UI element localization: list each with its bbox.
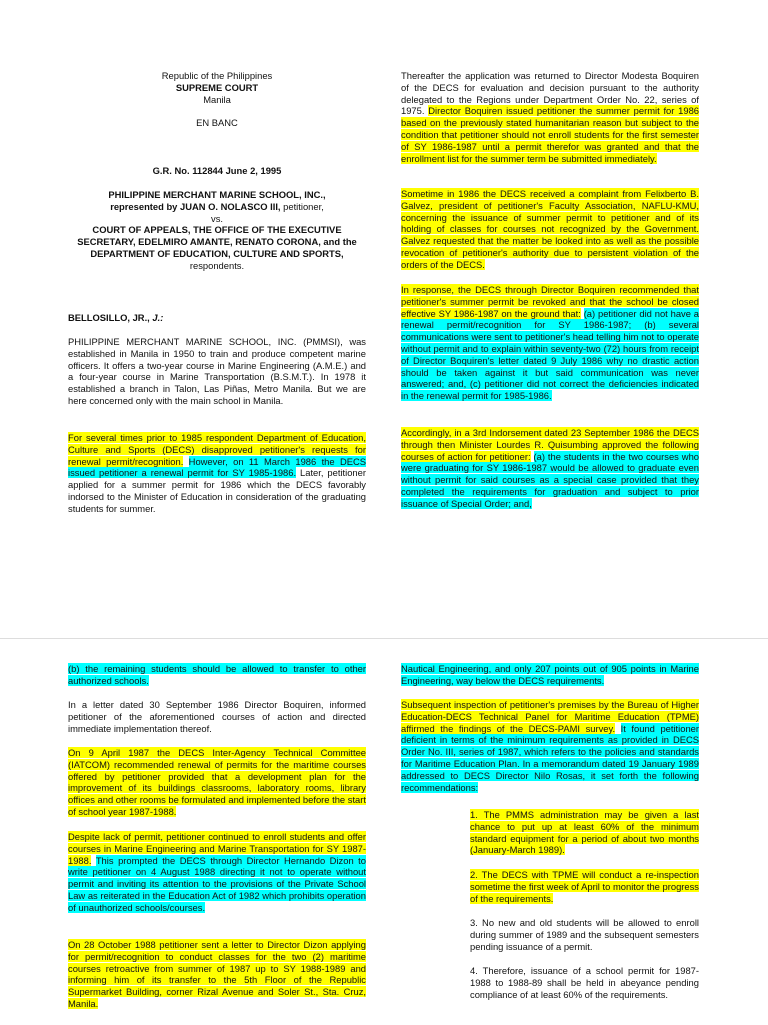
paragraph-boquiren-permit — [401, 70, 699, 164]
court-city: Manila — [203, 93, 231, 105]
ponente — [68, 312, 366, 324]
highlight-cyan: However, on 11 March 1986 the DECS issued petitioner a renewal permit for SY 1985-1986. — [68, 455, 366, 479]
plain-text: Later, petitioner applied for a summer permit for 1986 which the DECS favorably indorsed to the Minister of Education in consideration of the graduating students for summer. — [68, 467, 366, 514]
gr-number: G.R. No. 112844 June 2, 1995 — [152, 165, 282, 177]
highlight-cyan: (a) petitioner did not have a renewal permit/recognition for SY 1986-1987; (b) several communications were sent to petitioner's head telling him not to operate without permit and to explain within seventy-two (72) hours from receipt of Director Boquiren's letter dated 9 July 1986 why no drastic action should be taken against it but said communication was never answered; and, (c) petitioner did not correct the deficiencies indicated in the renewal permit for 1985-1986. — [401, 307, 699, 402]
versus: vs. — [211, 212, 223, 224]
ponente-name: BELLOSILLO, JR., — [68, 312, 153, 323]
highlight-yellow: 2. The DECS with TPME will conduct a re-inspection sometime the first week of April to monitor the progress of the requirements. — [470, 869, 699, 904]
court-name: SUPREME COURT — [175, 81, 259, 93]
representative-name: represented by JUAN O. NOLASCO III, — [110, 200, 281, 212]
respondents-names: COURT OF APPEALS, THE OFFICE OF THE EXECUTIVE SECRETARY, EDELMIRO AMANTE, RENATO CORONA, and the DEPARTMENT OF EDUCATION, CULTURE AND SPORTS, — [77, 224, 357, 259]
highlight-cyan: It found petitioner deficient in terms of the minimum requirements as provided in DECS Order No. III, series of 1987, which refers to the policies and standards for Maritime Education Plan. In a memorandum dated 19 January 1989 addressed to DECS Director Nilo Rosas, it set forth the following recommendations: — [401, 722, 700, 793]
highlight-cyan: (b) the remaining students should be allowed to transfer to other authorized schools. — [68, 663, 366, 686]
highlight-yellow: On 9 April 1987 the DECS Inter-Agency Technical Committee (IATCOM) recommended renewal of permits for the maritime courses offered by petitioner provided that a development plan for the improvement of its buildings classrooms, laboratory rooms, library offices and other rooms be formulated and implemented before the start of school year 1987-1988. — [68, 747, 366, 817]
ponente-title: J.: — [152, 312, 164, 323]
paragraph-dizon-letter — [68, 939, 366, 1010]
respondents-block — [68, 224, 366, 271]
highlight-yellow: Despite lack of permit, petitioner continued to enroll students and offer courses in Marine Engineering and Marine Transportation for SY 1987-1988. — [68, 831, 366, 866]
highlight-yellow: On 28 October 1988 petitioner sent a letter to Director Dizon applying for permit/recognition to conduct classes for the two (2) maritime courses retroactive from summer of 1987 up to SY 1988-1989 and informing him of its transfer to the 5th Floor of the Republic Supermarket Building, corner Rizal Avenue and Soler St., Sta. Cruz, Manila. — [68, 939, 366, 1009]
highlight-yellow: Subsequent inspection of petitioner's premises by the Bureau of Higher Education-DECS Technical Panel for Maritime Education (TPME) affirmed the findings of the DECS-PAMI survey. — [401, 699, 699, 734]
respondents-role: respondents. — [189, 259, 245, 271]
paragraph-nautical-points — [401, 663, 699, 687]
paragraph-tpme-inspection — [401, 699, 699, 793]
paragraph-iatcom — [68, 747, 366, 818]
paragraph-galvez-complaint — [401, 188, 699, 271]
highlight-yellow: 1. The PMMS administration may be given a last chance to put up at least 60% of the minimum standard equipment for a period of about two months (January-March 1989). — [470, 809, 699, 856]
space — [615, 723, 621, 734]
recommendation-3: 3. No new and old students will be allowed to enroll during summer of 1989 and the subsequent semesters pending issuance of a permit. — [470, 917, 699, 952]
petitioner-role: petitioner, — [280, 200, 324, 212]
highlight-yellow: Sometime in 1986 the DECS received a complaint from Felixberto B. Galvez, president of petitioner's Faculty Association, NAFLU-KMU, concerning the issuance of summer permit to petitioner and of its holding of classes for courses not recognized by the Government. Galvez requested that the matter be looked into as well as the possible revocation of petitioner's authority due to persistent violation of the orders of the DECS. — [401, 188, 699, 270]
paragraph-pmmsi-intro: PHILIPPINE MERCHANT MARINE SCHOOL, INC. (PMMSI), was established in Manila in 1950 to train and produce competent marine officers. It offers a two-year course in Marine Engineering (A.M.E.) and a four-year course in Marine Transportation (B.S.M.T.). In 1978 it established a branch in Talon, Las Piñas, Metro Manila. But we are here concerned only with the main school in Manila. — [68, 336, 366, 406]
plain-text: Thereafter the application was returned to Director Modesta Boquiren of the DECS for evaluation and decision pursuant to the authority delegated to the Regions under Department Order No. 22, series of 1975. — [401, 70, 699, 117]
case-header — [68, 70, 366, 272]
highlight-yellow: Director Boquiren issued petitioner the summer permit for 1986 based on the previously stated humanitarian reason but subject to the condition that petitioner should not enroll students for the first semester of SY 1986-1987 until a permit therefor was granted and that the enrollment list for the summer term be submitted immediately. — [401, 105, 699, 164]
recommendation-2 — [470, 869, 699, 904]
highlight-yellow: For several times prior to 1985 respondent Department of Education, Culture and Sports (DECS) disapproved petitioner's requests for renewal permit/recognition. — [68, 432, 366, 467]
petitioner-representation — [68, 201, 366, 213]
highlight-yellow: Accordingly, in a 3rd Indorsement dated 23 September 1986 the DECS through then Minister Lourdes R. Quisumbing approved the following courses of action for petitioner: — [401, 427, 699, 462]
highlight-yellow: In response, the DECS through Director Boquiren recommended that petitioner's summer permit be revoked and that the school be closed effective SY 1986-1987 on the ground that: — [401, 284, 699, 319]
recommendation-4: 4. Therefore, issuance of a school permit for 1987-1988 to 1988-89 shall be held in abeyance pending compliance of at least 60% of the requirements. — [470, 965, 699, 1000]
highlight-cyan: (a) the students in the two courses who were graduating for SY 1986-1987 would be allowed to graduate even without permit for said courses as a special case provided that they completed the requirements for graduation and subject to prior issuance of Special Order; and, — [401, 450, 700, 509]
highlight-cyan: Nautical Engineering, and only 207 points out of 905 points in Marine Engineering, way below the DECS requirements. — [401, 663, 699, 686]
highlight-cyan: This prompted the DECS through Director Hernando Dizon to write petitioner on 4 August 1988 directing it not to operate without permit and inviting its attention to the provisions of the Private School Law as reiterated in the Education Act of 1982 which prohibits operation of unauthorized schools/courses. — [68, 854, 366, 913]
recommendation-1 — [470, 809, 699, 856]
division-line: EN BANC — [196, 117, 238, 129]
paragraph-renewal-permit — [68, 432, 366, 515]
republic-line: Republic of the Philippines — [161, 70, 273, 81]
paragraph-transfer-students — [68, 663, 366, 687]
paragraph-courses-of-action — [401, 427, 699, 510]
petitioner-name: PHILIPPINE MERCHANT MARINE SCHOOL, INC., — [108, 188, 326, 200]
space — [183, 456, 188, 467]
paragraph-lack-of-permit — [68, 831, 366, 914]
paragraph-boquiren-letter: In a letter dated 30 September 1986 Director Boquiren, informed petitioner of the aforementioned courses of action and directed immediate implementation thereof. — [68, 699, 366, 734]
page-2 — [0, 638, 768, 1025]
paragraph-revocation-grounds — [401, 284, 699, 402]
